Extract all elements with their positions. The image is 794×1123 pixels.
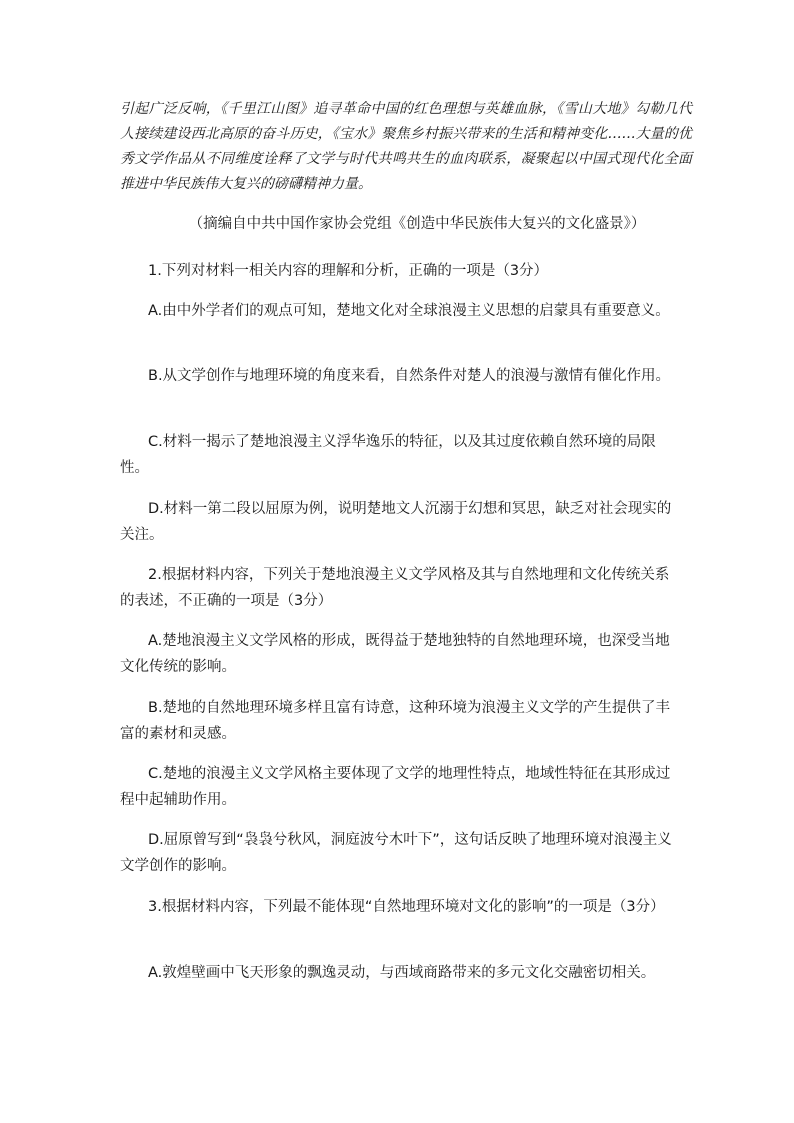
question-2-option-c: C.楚地的浪漫主义文学风格主要体现了文学的地理性特点，地域性特征在其形成过程中起辅助作用。 [120, 766, 671, 808]
question-1-stem: 1.下列对材料一相关内容的理解和分析，正确的一项是（3分） [148, 263, 549, 279]
question-3-option-a: A.敦煌壁画中飞天形象的飘逸灵动，与西域商路带来的多元文化交融密切相关。 [148, 965, 656, 981]
material-lead-paragraph: 引起广泛反响，《千里江山图》追寻革命中国的红色理想与英雄血脉，《雪山大地》勾勒几代人接续建设西北高原的奋斗历史，《宝水》聚焦乡村振兴带来的生活和精神变化……大量的优秀文学作品从不同维度诠释了文学与时代共鸣共生的血肉联系，凝聚起以中国式现代化全面推进中华民族伟大复兴的磅礴精神力量。 [120, 101, 692, 192]
question-1-option-b: B.从文学创作与地理环境的角度来看，自然条件对楚人的浪漫与激情有催化作用。 [148, 368, 671, 384]
question-2-stem: 2.根据材料内容，下列关于楚地浪漫主义文学风格及其与自然地理和文化传统关系的表述，不正确的一项是（3分） [120, 567, 670, 609]
question-1-option-d: D.材料一第二段以屈原为例，说明楚地文人沉溺于幻想和冥思，缺乏对社会现实的关注。 [120, 501, 672, 543]
question-2-option-a: A.楚地浪漫主义文学风格的形成，既得益于楚地独特的自然地理环境，也深受当地文化传统的影响。 [120, 633, 670, 675]
question-3-stem: 3.根据材料内容，下列最不能体现“自然地理环境对文化的影响”的一项是（3分） [148, 899, 665, 915]
question-2-option-d: D.屈原曾写到“袅袅兮秋风，洞庭波兮木叶下”，这句话反映了地理环境对浪漫主义文学创作的影响。 [120, 832, 672, 874]
material-source-citation: （摘编自中共中国作家协会党组《创造中华民族伟大复兴的文化盛景》） [188, 216, 646, 232]
question-1-option-c: C.材料一揭示了楚地浪漫主义浮华逸乐的特征，以及其过度依赖自然环境的局限性。 [120, 434, 656, 476]
question-2-option-b: B.楚地的自然地理环境多样且富有诗意，这种环境为浪漫主义文学的产生提供了丰富的素材和灵感。 [120, 700, 671, 742]
question-1-option-a: A.由中外学者们的观点可知，楚地文化对全球浪漫主义思想的启蒙具有重要意义。 [148, 303, 670, 319]
